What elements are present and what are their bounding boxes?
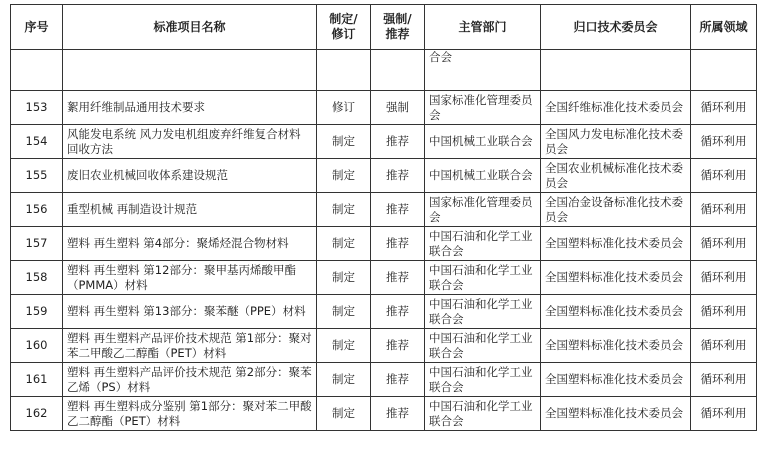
- table-row: [11, 227, 757, 261]
- cell-type: 制定: [317, 329, 371, 363]
- cell-type: 制定: [317, 227, 371, 261]
- continuation-no: [11, 50, 63, 91]
- cell-field: 循环利用: [691, 193, 757, 227]
- header-force: [371, 5, 425, 50]
- table-row: [11, 91, 757, 125]
- cell-force: 推荐: [371, 295, 425, 329]
- cell-type: 制定: [317, 261, 371, 295]
- cell-no: 155: [11, 159, 63, 193]
- cell-field: 循环利用: [691, 91, 757, 125]
- cell-tc: 全国塑料标准化技术委员会: [541, 363, 691, 397]
- cell-type: 修订: [317, 91, 371, 125]
- cell-force: 推荐: [371, 329, 425, 363]
- header-dept: 主管部门: [425, 5, 541, 50]
- header-name: 标准项目名称: [63, 5, 317, 50]
- cell-force: 推荐: [371, 193, 425, 227]
- cell-name: 风能发电系统 风力发电机组废弃纤维复合材料回收方法: [63, 125, 317, 159]
- cell-type: 制定: [317, 295, 371, 329]
- table-header: [11, 5, 757, 50]
- cell-no: 153: [11, 91, 63, 125]
- cell-force: 推荐: [371, 125, 425, 159]
- cell-name: 废旧农业机械回收体系建设规范: [63, 159, 317, 193]
- cell-no: 161: [11, 363, 63, 397]
- cell-tc: 全国塑料标准化技术委员会: [541, 329, 691, 363]
- table-row: [11, 125, 757, 159]
- table-row: [11, 295, 757, 329]
- header-type: [317, 5, 371, 50]
- cell-field: 循环利用: [691, 125, 757, 159]
- cell-force: 推荐: [371, 363, 425, 397]
- cell-dept: 中国石油和化学工业联合会: [425, 329, 541, 363]
- cell-no: 157: [11, 227, 63, 261]
- cell-force: 推荐: [371, 159, 425, 193]
- continuation-name: [63, 50, 317, 91]
- cell-dept: 中国石油和化学工业联合会: [425, 227, 541, 261]
- cell-no: 154: [11, 125, 63, 159]
- header-force-line1: 强制/: [383, 12, 412, 26]
- continuation-field: [691, 50, 757, 91]
- header-no: 序号: [11, 5, 63, 50]
- cell-type: 制定: [317, 159, 371, 193]
- cell-force: 强制: [371, 91, 425, 125]
- cell-name: 塑料 再生塑料产品评价技术规范 第1部分：聚对苯二甲酸乙二醇酯（PET）材料: [63, 329, 317, 363]
- continuation-force: [371, 50, 425, 91]
- cell-tc: 全国纤维标准化技术委员会: [541, 91, 691, 125]
- cell-no: 156: [11, 193, 63, 227]
- cell-tc: 全国风力发电标准化技术委员会: [541, 125, 691, 159]
- cell-dept: 国家标准化管理委员会: [425, 91, 541, 125]
- cell-type: 制定: [317, 363, 371, 397]
- cell-tc: 全国塑料标准化技术委员会: [541, 227, 691, 261]
- cell-force: 推荐: [371, 261, 425, 295]
- header-row: [11, 5, 757, 50]
- header-type-line2: 修订: [331, 27, 356, 41]
- cell-tc: 全国农业机械标准化技术委员会: [541, 159, 691, 193]
- cell-field: 循环利用: [691, 159, 757, 193]
- cell-type: 制定: [317, 397, 371, 431]
- table-row: [11, 363, 757, 397]
- table-row: [11, 329, 757, 363]
- cell-no: 162: [11, 397, 63, 431]
- cell-type: 制定: [317, 193, 371, 227]
- continuation-tc: [541, 50, 691, 91]
- continuation-row: [11, 50, 757, 91]
- cell-name: 塑料 再生塑料成分鉴别 第1部分：聚对苯二甲酸乙二醇酯（PET）材料: [63, 397, 317, 431]
- cell-type: 制定: [317, 125, 371, 159]
- header-force-line2: 推荐: [385, 27, 410, 41]
- cell-no: 160: [11, 329, 63, 363]
- cell-dept: 中国石油和化学工业联合会: [425, 397, 541, 431]
- table-row: [11, 261, 757, 295]
- header-field: 所属领域: [691, 5, 757, 50]
- cell-tc: 全国塑料标准化技术委员会: [541, 261, 691, 295]
- cell-field: 循环利用: [691, 329, 757, 363]
- cell-field: 循环利用: [691, 397, 757, 431]
- cell-dept: 中国石油和化学工业联合会: [425, 295, 541, 329]
- standards-table: [10, 4, 757, 431]
- table-row: [11, 193, 757, 227]
- header-tc: 归口技术委员会: [541, 5, 691, 50]
- cell-tc: 全国塑料标准化技术委员会: [541, 397, 691, 431]
- cell-field: 循环利用: [691, 261, 757, 295]
- cell-field: 循环利用: [691, 363, 757, 397]
- cell-field: 循环利用: [691, 295, 757, 329]
- cell-tc: 全国塑料标准化技术委员会: [541, 295, 691, 329]
- cell-dept: 中国石油和化学工业联合会: [425, 363, 541, 397]
- cell-name: 絮用纤维制品通用技术要求: [63, 91, 317, 125]
- cell-force: 推荐: [371, 227, 425, 261]
- cell-dept: 中国机械工业联合会: [425, 125, 541, 159]
- cell-dept: 中国石油和化学工业联合会: [425, 261, 541, 295]
- cell-no: 159: [11, 295, 63, 329]
- table-row: [11, 397, 757, 431]
- continuation-dept: 合会: [425, 50, 541, 91]
- cell-name: 塑料 再生塑料产品评价技术规范 第2部分：聚苯乙烯（PS）材料: [63, 363, 317, 397]
- cell-dept: 国家标准化管理委员会: [425, 193, 541, 227]
- cell-name: 塑料 再生塑料 第12部分：聚甲基丙烯酸甲酯（PMMA）材料: [63, 261, 317, 295]
- cell-name: 塑料 再生塑料 第13部分：聚苯醚（PPE）材料: [63, 295, 317, 329]
- standards-table-container: [10, 4, 756, 431]
- cell-name: 塑料 再生塑料 第4部分：聚烯烃混合物材料: [63, 227, 317, 261]
- cell-field: 循环利用: [691, 227, 757, 261]
- cell-tc: 全国冶金设备标准化技术委员会: [541, 193, 691, 227]
- cell-no: 158: [11, 261, 63, 295]
- cell-dept: 中国机械工业联合会: [425, 159, 541, 193]
- table-body: [11, 50, 757, 431]
- cell-name: 重型机械 再制造设计规范: [63, 193, 317, 227]
- header-type-line1: 制定/: [329, 12, 358, 26]
- table-row: [11, 159, 757, 193]
- continuation-type: [317, 50, 371, 91]
- cell-force: 推荐: [371, 397, 425, 431]
